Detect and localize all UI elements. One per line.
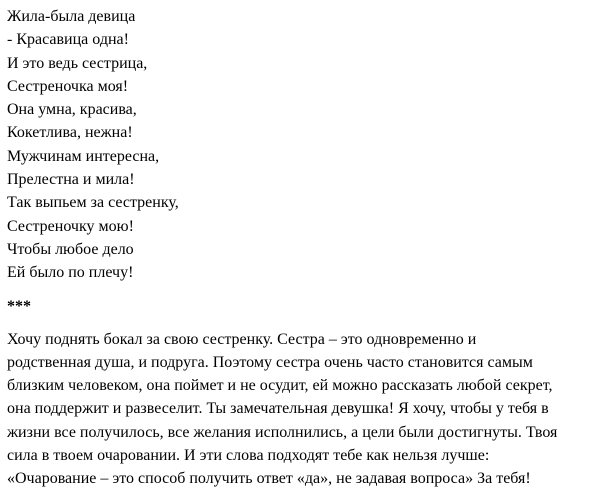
paragraph-line: Хочу поднять бокал за свою сестренку. Сестра – это одновременно и [7, 330, 477, 348]
poem-line: Ей было по плечу! [7, 264, 134, 282]
paragraph-line: близким человеком, она поймет и не осудит, ей можно рассказать любой секрет, [7, 377, 553, 395]
paragraph-line: жизни все получилось, все желания исполнились, а цели были достигнуты. Твоя [7, 423, 558, 441]
paragraph-line: «Очарование – это способ получить ответ «да», не задавая вопроса» За тебя! [7, 470, 531, 488]
poem [7, 5, 609, 285]
poem-line: Прелестна и мила! [7, 171, 135, 189]
poem-line: И это ведь сестрица, [7, 54, 148, 72]
poem-line: Жила-была девица [7, 8, 136, 25]
document-body [7, 5, 609, 491]
poem-line: Сестреночка моя! [7, 77, 129, 95]
toast-paragraph [7, 328, 609, 491]
paragraph-line: она поддержит и развеселит. Ты замечательная девушка! Я хочу, чтобы у тебя в [7, 400, 549, 418]
paragraph-line: родственная душа, и подруга. Поэтому сестра очень часто становится самым [7, 353, 533, 371]
poem-line: Мужчинам интересна, [7, 147, 160, 165]
poem-line: Сестреночку мою! [7, 217, 134, 235]
paragraph-line: сила в твоем очаровании. И эти слова подходят тебе как нельзя лучше: [7, 447, 490, 465]
section-separator: *** [7, 297, 31, 315]
poem-line: Она умна, красива, [7, 101, 137, 119]
poem-line: Так выпьем за сестренку, [7, 194, 179, 212]
poem-line: - Красавица одна! [7, 31, 129, 49]
poem-line: Кокетлива, нежна! [7, 124, 133, 142]
poem-line: Чтобы любое дело [7, 240, 134, 258]
